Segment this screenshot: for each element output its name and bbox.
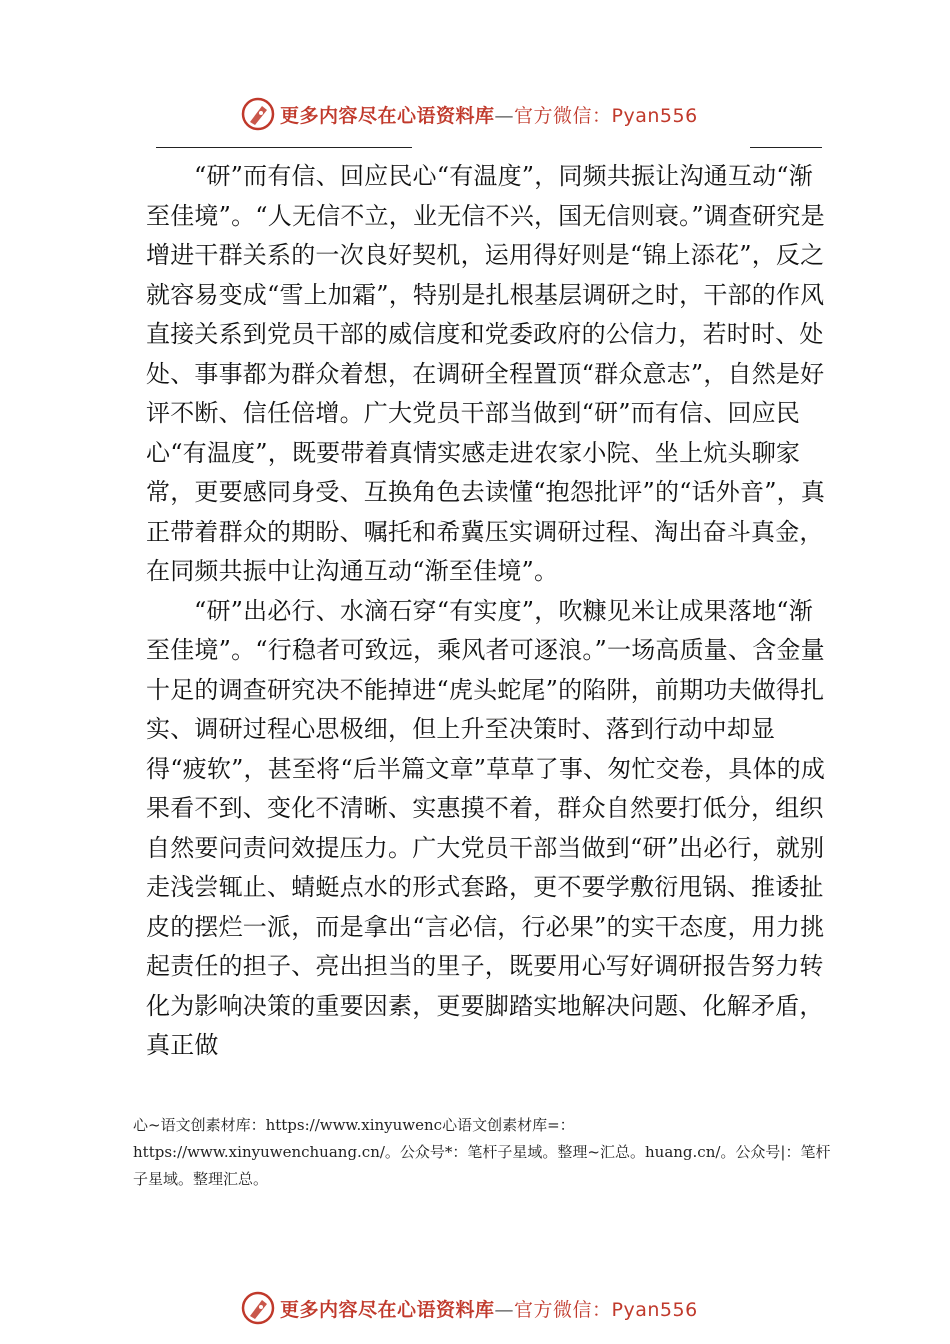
banner-text <box>280 1295 698 1322</box>
banner-wechat-id: Pyan556 <box>611 104 698 127</box>
header-rule-right <box>750 147 822 148</box>
banner-brand: 更多内容尽在心语资料库 <box>280 104 495 127</box>
banner-label: 官方微信： <box>514 1298 612 1321</box>
header-banner <box>240 94 760 134</box>
footer-note: 心~语文创素材库：https://www.xinyuwenc心语文创素材库=：https://www.xinyuwenchuang.cn/。公众号*：笔杆子星域。整理~汇总。huang.cn/。公众号|：笔杆子星域。整理汇总。 <box>133 1116 831 1188</box>
banner-separator: — <box>494 1298 515 1321</box>
pen-nib-logo-icon <box>240 96 276 132</box>
paragraph-1: “研”而有信、回应民心“有温度”，同频共振让沟通互动“渐至佳境”。“人无信不立，业无信不兴，国无信则衰。”调查研究是增进干群关系的一次良好契机，运用得好则是“锦上添花”，反之就容易变成“雪上加霜”，特别是扎根基层调研之时，干部的作风直接关系到党员干部的威信度和党委政府的公信力，若时时、处处、事事都为群众着想，在调研全程置顶“群众意志”，自然是好评不断、信任倍增。广大党员干部当做到“研”而有信、回应民心“有温度”，既要带着真情实感走进农家小院、坐上炕头聊家常，更要感同身受、互换角色去读懂“抱怨批评”的“话外音”，真正带着群众的期盼、嘱托和希冀压实调研过程、淘出奋斗真金，在同频共振中让沟通互动“渐至佳境”。 <box>146 162 826 585</box>
document-body <box>146 157 826 1066</box>
banner-separator: — <box>494 104 515 127</box>
banner-wechat-id: Pyan556 <box>611 1298 698 1321</box>
paragraph-2: “研”出必行、水滴石穿“有实度”，吹糠见米让成果落地“渐至佳境”。“行稳者可致远，乘风者可逐浪。”一场高质量、含金量十足的调查研究决不能掉进“虎头蛇尾”的陷阱，前期功夫做得扎实、调研过程心思极细，但上升至决策时、落到行动中却显得“疲软”，甚至将“后半篇文章”草草了事、匆忙交卷，具体的成果看不到、变化不清晰、实惠摸不着，群众自然要打低分，组织自然要问责问效提压力。广大党员干部当做到“研”出必行，就别走浅尝辄止、蜻蜓点水的形式套路，更不要学敷衍甩锅、推诿扯皮的摆烂一派，而是拿出“言必信，行必果”的实干态度，用力挑起责任的担子、亮出担当的里子，既要用心写好调研报告努力转化为影响决策的重要因素，更要脚踏实地解决问题、化解矛盾，真正做 <box>146 596 826 1059</box>
footer-banner <box>240 1288 760 1328</box>
banner-brand: 更多内容尽在心语资料库 <box>280 1298 495 1321</box>
banner-text <box>280 101 698 128</box>
header-rule-left <box>156 147 412 148</box>
banner-label: 官方微信： <box>514 104 612 127</box>
pen-nib-logo-icon <box>240 1290 276 1326</box>
